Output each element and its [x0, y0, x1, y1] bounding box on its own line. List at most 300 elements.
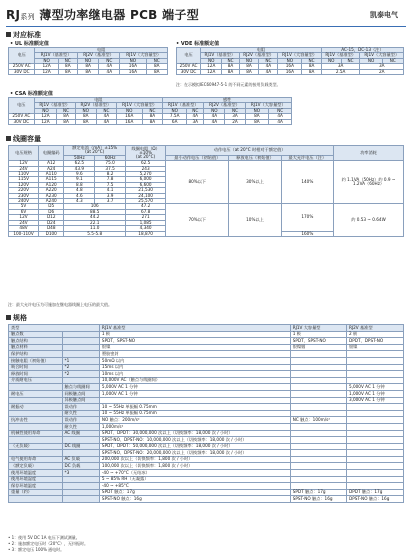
cell: AC 负载	[62, 456, 99, 463]
cell	[290, 351, 346, 358]
coil-60hz-header: 60Hz	[95, 155, 126, 160]
cell: 200,000 次以上（切换频率：1,800 次 / 小时）	[99, 456, 290, 463]
cell: 触点结构	[9, 338, 63, 345]
cell: 88.5	[64, 209, 126, 214]
cell: SPDT 触点：17g	[290, 489, 346, 496]
csa-nc-header: NC	[142, 108, 163, 113]
cell: 8A	[245, 119, 269, 124]
cell: NC 触点：100m/s²	[290, 417, 346, 424]
section-coil-label: 线圈容量	[13, 135, 41, 143]
cell: 8A	[146, 69, 167, 74]
cell: （额定负载）	[9, 463, 63, 470]
ul-heading: • UL 标准额定值	[10, 41, 49, 47]
cell: 10 ~ 55Hz 单振幅 0.75mm	[99, 404, 290, 411]
cell: 30V DC	[9, 69, 35, 74]
cell	[290, 456, 346, 463]
cell: 115V	[9, 177, 39, 182]
coil-res-cond: (at 20°C)	[136, 154, 156, 160]
cell	[290, 404, 346, 411]
table-row	[9, 489, 404, 496]
cell: 8A	[245, 114, 269, 119]
vde-col-header: RJ1V（大容量型）	[360, 53, 404, 58]
cell: DPDT、DPST-NO	[346, 338, 403, 345]
cell: 5.5-5.8	[64, 231, 126, 236]
vde-col-header: RJ2V（基准型）	[239, 53, 278, 58]
coil-res-tol: ±10%	[139, 149, 153, 155]
spec-note: • 3：额定电压 100% 通电时。	[8, 547, 65, 552]
cell: *1	[62, 357, 99, 364]
spec-body	[9, 331, 404, 502]
cell	[62, 351, 99, 358]
header-rule	[6, 26, 406, 27]
cell: 5,270	[125, 172, 165, 177]
cell: 12A	[201, 69, 222, 74]
cell: 介质耐电压	[9, 377, 63, 384]
vde-col-header: RJ1V（大容量型）	[278, 53, 321, 58]
ul-col-header: RJ2V（基准型）	[77, 53, 119, 58]
cell: *2	[62, 364, 99, 371]
table-row	[9, 443, 404, 450]
cell: 10 ~ 55Hz 单振幅 0.75mm	[99, 410, 290, 417]
cell: *3	[62, 470, 99, 477]
cell: 271	[125, 215, 165, 220]
section-bullet-icon	[6, 315, 11, 320]
cell: 保存环境温度	[9, 483, 63, 490]
cell	[346, 437, 403, 444]
cell: 3.9	[95, 193, 126, 198]
cell: 6A	[163, 119, 187, 124]
cell: 12A	[34, 114, 57, 119]
section-bullet-icon	[6, 32, 11, 37]
spec-table	[8, 324, 404, 503]
vde-note: 注：在示模拟IEC60947-5-1 的不同元素的接用负载类型。	[176, 82, 281, 87]
coil-power-header: 功率消耗	[334, 146, 404, 161]
cell: 8.8	[64, 182, 95, 187]
cell: 触点材料	[9, 344, 63, 351]
table-row	[9, 377, 404, 384]
cell: 43.9	[64, 166, 95, 171]
cell: 250V AC	[9, 114, 35, 119]
cell: 6V	[9, 209, 39, 214]
cell: 5,000V AC 1 分钟	[346, 384, 403, 391]
cell: 耐久性	[62, 423, 99, 430]
vde-nc-header: NC	[341, 58, 360, 63]
cell	[346, 470, 403, 477]
vde-nc-header: NC	[259, 58, 278, 63]
coil-50hz-header: 50Hz	[64, 155, 95, 160]
vde-nc-header: NC	[222, 58, 239, 63]
cell: 220V	[9, 188, 39, 193]
spec-col-header: RJ1V 大容量型	[290, 325, 346, 332]
cell	[290, 463, 346, 470]
cell: 8A	[57, 114, 75, 119]
cell: 1 极	[290, 331, 346, 338]
cell: D6	[39, 209, 64, 214]
coil-ac-max: 140%	[281, 161, 333, 204]
cell: 6,000	[125, 177, 165, 182]
brand-logo: 凯泰电气	[370, 11, 398, 19]
cell: 8A	[58, 69, 77, 74]
cell: 47.2	[125, 204, 165, 209]
cell: 4A	[269, 114, 292, 119]
cell: 100,000 次以上（切换频率：1,800 次 / 小时）	[99, 463, 290, 470]
cell: 243	[125, 166, 165, 171]
cell: SPST-NO、DPST-NO：10,000,000 次以上（切换频率：18,000 次 / 小时）	[99, 437, 290, 444]
csa-heading: • CSA 标准额定值	[10, 91, 53, 97]
vde-col-header: RJ1V（基准型）	[201, 53, 240, 58]
cell: 24,100	[125, 193, 165, 198]
vde-no-header: NO	[201, 58, 222, 63]
table-row	[9, 496, 404, 503]
cell	[346, 423, 403, 430]
ul-voltage-header: 电压	[9, 48, 35, 64]
cell: （无负载）	[9, 443, 63, 450]
ul-table	[8, 47, 168, 75]
cell: 5,000V AC 1 分钟	[99, 384, 290, 391]
spec-col-header: RJ2V 基准型	[346, 325, 403, 332]
cell	[99, 397, 290, 404]
csa-no-header: NO	[34, 108, 57, 113]
cell	[346, 463, 403, 470]
cell: 1,085	[125, 220, 165, 225]
cell: 4.8	[64, 188, 95, 193]
table-row	[9, 397, 404, 404]
cell: 4A	[99, 69, 120, 74]
cell: SPST-NO 触点：16g	[290, 496, 346, 503]
cell	[346, 404, 403, 411]
cell: 5 ~ 85% RH（无凝露）	[99, 476, 290, 483]
cell: 230V	[9, 193, 39, 198]
cell	[290, 443, 346, 450]
table-row	[9, 364, 404, 371]
cell: 2A	[225, 119, 245, 124]
table-row	[9, 423, 404, 430]
cell: SPST-NO 触点：16g	[99, 496, 290, 503]
cell: 4,340	[125, 226, 165, 231]
ul-nc-header: NC	[146, 58, 167, 63]
cell: SPDT、DPDT：50,000,000 次以上（切换频率：18,000 次 / 小时）	[99, 443, 290, 450]
cell	[290, 371, 346, 378]
vde-no-header: NO	[278, 58, 302, 63]
cell: SPDT、DPDT：30,000,000 次以上（切换频率：18,000 次 / 小时）	[99, 430, 290, 437]
cell: 4.1	[95, 188, 126, 193]
cell	[62, 331, 99, 338]
cell: 8.2	[95, 172, 126, 177]
cell	[290, 437, 346, 444]
cell: D12	[39, 215, 64, 220]
cell: 5V	[9, 204, 39, 209]
cell: 机械性使用寿命	[9, 430, 63, 437]
cell: 8A	[57, 119, 75, 124]
cell: 3A	[360, 64, 404, 69]
cell: 耐振动	[9, 404, 63, 411]
coil-res-label: 线圈电阻（Ω）	[131, 145, 160, 151]
cell: 4A	[269, 119, 292, 124]
cell: 1 极	[99, 331, 290, 338]
cell: 3.7	[95, 199, 126, 204]
cell: 62.5	[64, 161, 95, 166]
cell	[346, 351, 403, 358]
section-coil	[6, 134, 41, 144]
cell: D24	[39, 220, 64, 225]
coil-current-header	[64, 146, 126, 156]
vde-no-header: NO	[321, 58, 341, 63]
table-row	[9, 371, 404, 378]
cell: 银镍铟	[290, 344, 346, 351]
cell	[9, 496, 63, 503]
cell	[290, 430, 346, 437]
cell: 8A	[142, 119, 163, 124]
cell: 12V	[9, 215, 39, 220]
cell: 15ms 以内	[99, 364, 290, 371]
cell	[62, 377, 99, 384]
cell: 保护结构	[9, 351, 63, 358]
cell: 8A	[239, 64, 259, 69]
cell: AC 线圈	[62, 430, 99, 437]
cell: A120	[39, 182, 64, 187]
cell	[62, 338, 99, 345]
cell: 4A	[96, 119, 116, 124]
cell: -40 ~ +85°C	[99, 483, 290, 490]
cell	[346, 410, 403, 417]
table-row	[9, 430, 404, 437]
cell: 10,000V AC（触点与线圈间）	[99, 377, 290, 384]
cell: 16A	[120, 69, 146, 74]
cell	[9, 423, 63, 430]
cell: 11.0	[64, 226, 126, 231]
coil-dc-power: 约 0.53 ~ 0.64W	[334, 204, 404, 236]
cell: 4.6	[64, 193, 95, 198]
cell: 耐久性	[62, 410, 99, 417]
cell	[290, 423, 346, 430]
table-row	[9, 119, 292, 124]
coil-ac-pick: 80%以下	[166, 161, 229, 204]
cell	[62, 344, 99, 351]
cell: 16A	[116, 114, 142, 119]
cell	[9, 397, 63, 404]
cell: A240	[39, 199, 64, 204]
coil-dc-drop: 10%以上	[229, 204, 281, 236]
vde-nc-header: NC	[302, 58, 321, 63]
table-row	[9, 384, 404, 391]
cell: 8A	[77, 64, 99, 69]
cell: 75.0	[95, 161, 126, 166]
cell	[290, 470, 346, 477]
cell	[346, 456, 403, 463]
cell: 重量（约）	[9, 489, 63, 496]
cell: 44.2	[64, 215, 126, 220]
vde-no-header: NO	[360, 58, 382, 63]
vde-no-header: NO	[239, 58, 259, 63]
vde-nc-header: NC	[382, 58, 403, 63]
cell: 4A	[187, 114, 204, 119]
coil-max-header: 最大允许电压（注）	[281, 155, 333, 160]
ul-no-header: NO	[120, 58, 146, 63]
cell: 塑胶密封	[99, 351, 290, 358]
cell: 8A	[142, 114, 163, 119]
cell	[346, 417, 403, 424]
cell: 3,000V AC 1 分钟	[346, 397, 403, 404]
coil-current-label: 额定电流（mA）±15%	[72, 145, 118, 150]
table-row	[9, 69, 168, 74]
csa-group-header: 感性	[163, 98, 292, 103]
cell: 3A	[321, 64, 360, 69]
csa-col-header: RJ2V（基准型）	[75, 103, 116, 108]
cell: 110V	[9, 172, 39, 177]
title-series: 系列	[20, 13, 35, 21]
cell: A110	[39, 172, 64, 177]
table-row	[177, 69, 404, 74]
csa-col-header: RJ2V（基准型）	[204, 103, 245, 108]
cell: 2A	[360, 69, 404, 74]
cell: 4A	[204, 114, 225, 119]
csa-col-header: RJ1V（大容量型）	[245, 103, 291, 108]
cell: 9.6	[64, 172, 95, 177]
coil-drop-header: 释放电压（初始值）	[229, 155, 281, 160]
cell: 62.5	[125, 161, 165, 166]
cell: 8A	[302, 64, 321, 69]
coil-ac-power: 约 1.1VA（50Hz）约 0.9 ~ 1.2VA（60Hz）	[334, 161, 404, 204]
cell: A24	[39, 166, 64, 171]
spec-col-header: RJ1V 基准型	[99, 325, 290, 332]
cell: DC 负载	[62, 463, 99, 470]
csa-nc-header: NC	[57, 108, 75, 113]
cell	[346, 357, 403, 364]
cell: 异极触点间	[62, 397, 99, 404]
cell: 12A	[35, 64, 58, 69]
cell	[290, 390, 346, 397]
cell	[62, 483, 99, 490]
cell: 8A	[222, 64, 239, 69]
cell: 30V DC	[9, 119, 35, 124]
cell: 电气使用寿命	[9, 456, 63, 463]
cell: SPDT、SPST-NO	[99, 338, 290, 345]
coil-dc-pick: 70%以下	[166, 204, 229, 236]
cell: 16A	[278, 64, 302, 69]
csa-col-header: RJ1V（大容量型）	[116, 103, 162, 108]
coil-code-header: 电圈编码	[39, 146, 64, 161]
page-title	[6, 6, 199, 23]
coil-res-header	[125, 146, 165, 161]
cell: 37.5	[95, 166, 126, 171]
ul-no-header: NO	[77, 58, 99, 63]
csa-no-header: NO	[204, 108, 225, 113]
cell: 7.5	[95, 182, 126, 187]
cell: 67.8	[125, 209, 165, 214]
csa-col-header: RJ1V（基准型）	[163, 103, 204, 108]
cell: 接触电阻（初始值）	[9, 357, 63, 364]
table-row	[9, 338, 404, 345]
cell: 银镍	[346, 344, 403, 351]
cell: 1,000m/s²	[99, 423, 290, 430]
table-row	[9, 476, 404, 483]
title-prefix: RJ	[6, 8, 21, 22]
csa-table	[8, 97, 292, 125]
csa-col-header: RJ1V（基准型）	[34, 103, 75, 108]
cell	[62, 476, 99, 483]
table-row	[9, 331, 404, 338]
cell: 100-110V	[9, 231, 39, 236]
cell: A115	[39, 177, 64, 182]
cell: 8A	[58, 64, 77, 69]
cell	[346, 430, 403, 437]
spec-type-header: 类型	[9, 325, 100, 332]
cell	[290, 384, 346, 391]
table-row	[9, 357, 404, 364]
section-standards	[6, 30, 41, 40]
cell: 8A	[302, 69, 321, 74]
cell: 25,570	[125, 199, 165, 204]
csa-nc-header: NC	[96, 108, 116, 113]
vde-col-header: RJ1V（基准型）	[321, 53, 360, 58]
spec-note: • 1：使用 5V DC 1A 电压下测试测量。	[8, 535, 80, 540]
cell	[346, 371, 403, 378]
csa-nc-header: NC	[225, 108, 245, 113]
cell: 1,000V AC 1 分钟	[346, 390, 403, 397]
cell	[9, 384, 63, 391]
cell: 使用环境温度	[9, 470, 63, 477]
csa-nc-header: NC	[187, 108, 204, 113]
cell: DPDT 触点：17g	[346, 489, 403, 496]
cell: 误动作	[62, 417, 99, 424]
cell: 误动作	[62, 404, 99, 411]
coil-dc-max2: 160%	[281, 231, 333, 236]
cell	[290, 476, 346, 483]
cell: 21,530	[125, 188, 165, 193]
table-row	[9, 470, 404, 477]
cell: 12A	[201, 64, 222, 69]
cell: D100	[39, 231, 64, 236]
cell: 4.3	[64, 199, 95, 204]
cell: 4A	[96, 114, 116, 119]
cell: SPST-NO、DPST-NO：20,000,000 次以上（切换频率：18,000 次 / 小时）	[99, 450, 290, 457]
cell: 18,870	[125, 231, 165, 236]
cell: 16A	[278, 69, 302, 74]
cell: 7.5A	[163, 114, 187, 119]
title-main: 薄型功率继电器 PCB 端子型	[39, 8, 200, 22]
spec-note: • 2：施加额定电压时（20°C），无抖振时。	[8, 541, 89, 546]
csa-no-header: NO	[163, 108, 187, 113]
cell: 4A	[204, 119, 225, 124]
csa-nc-header: NC	[269, 108, 292, 113]
cell: D48	[39, 226, 64, 231]
cell	[290, 450, 346, 457]
cell: 12A	[35, 69, 58, 74]
cell: DC 线圈	[62, 443, 99, 450]
cell: 10ms 以内	[99, 371, 290, 378]
section-bullet-icon	[6, 136, 11, 141]
section-standards-label: 对应标准	[13, 31, 41, 39]
cell: 24V	[9, 166, 39, 171]
coil-ac-drop: 30%以上	[229, 161, 281, 204]
cell	[346, 443, 403, 450]
cell: 9.1	[64, 177, 95, 182]
cell	[290, 364, 346, 371]
cell: 银镍	[99, 344, 290, 351]
cell: 4A	[259, 69, 278, 74]
cell	[290, 377, 346, 384]
cell: 8A	[75, 119, 96, 124]
cell	[290, 397, 346, 404]
cell: 106	[64, 204, 126, 209]
cell: 3A	[225, 114, 245, 119]
cell: A230	[39, 193, 64, 198]
coil-rating-header: 电压规格	[9, 146, 39, 161]
ul-nc-header: NC	[99, 58, 120, 63]
cell: A12	[39, 161, 64, 166]
cell: 耐电压	[9, 390, 63, 397]
cell: 30V DC	[177, 69, 201, 74]
